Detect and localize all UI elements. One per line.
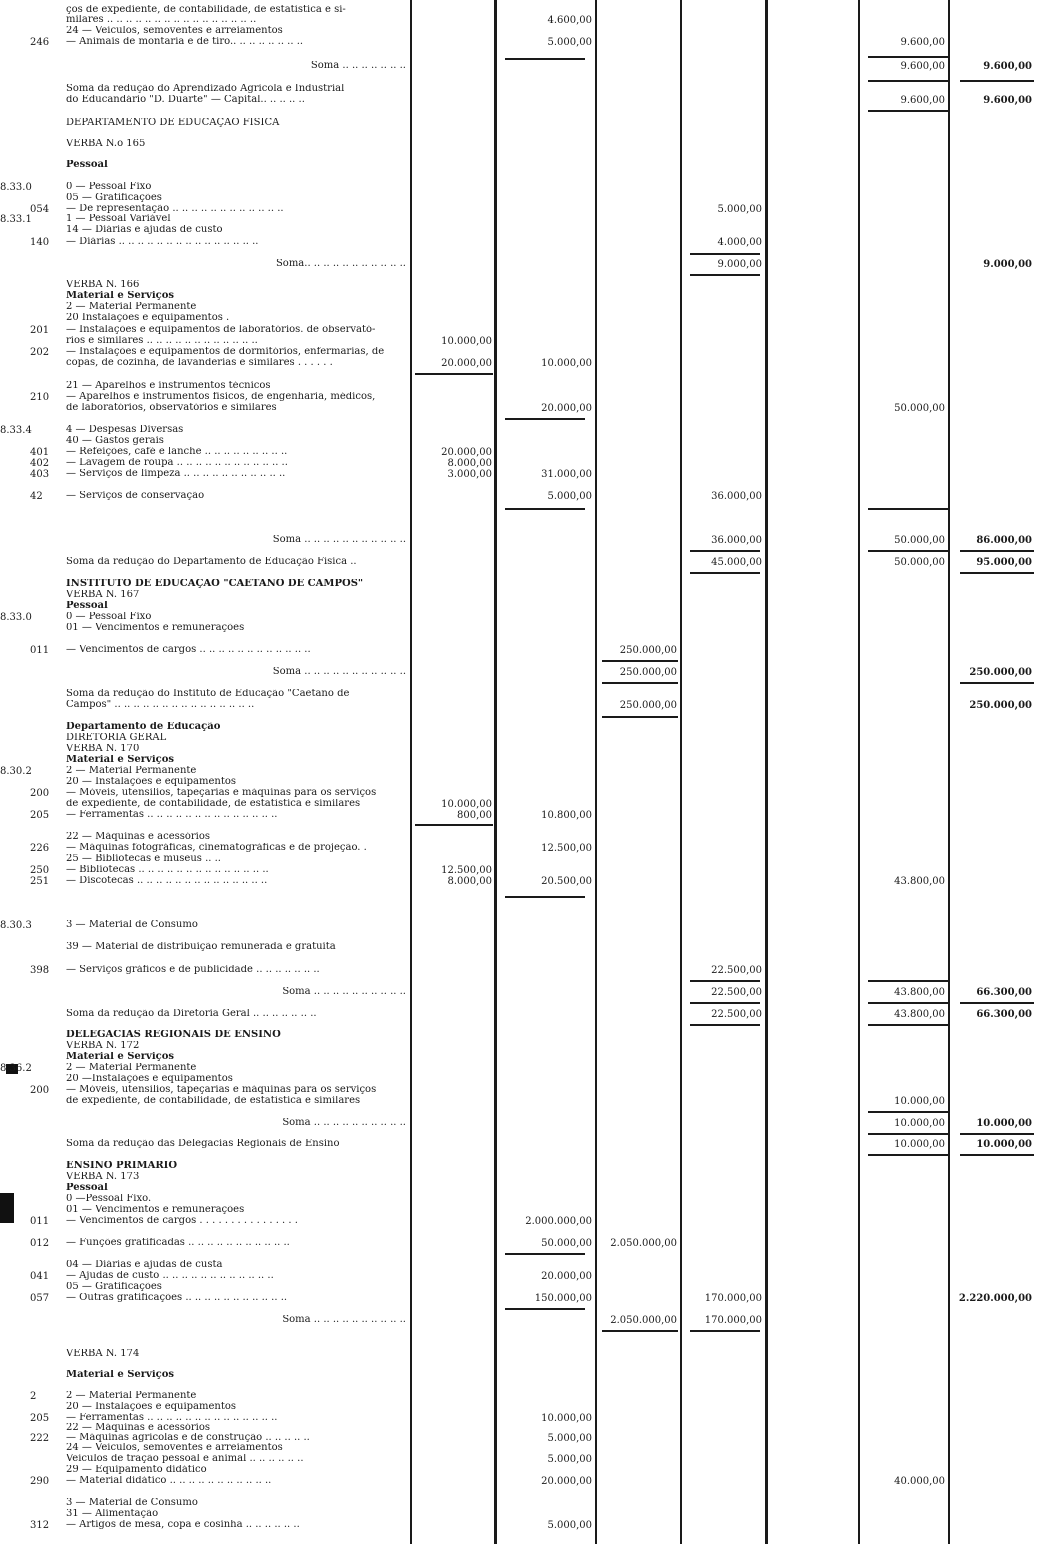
amount-c4a: 2.050.000,00: [610, 1238, 677, 1249]
table-row: [0, 557, 1054, 570]
item-description: 2 — Material Permanente: [66, 1391, 197, 1401]
amount-c7: 10.000,00: [976, 1118, 1032, 1129]
amount-c6: 43.800,00: [894, 876, 945, 887]
item-code: 011: [30, 645, 50, 656]
table-row: [0, 987, 1054, 1000]
total-rule: [602, 682, 678, 684]
amount-c4: 4.000,00: [717, 237, 762, 248]
item-description: 20 Instalações e equipamentos .: [66, 313, 230, 323]
table-row: [0, 259, 1054, 272]
total-rule: [690, 253, 760, 255]
item-description: 0 —Pessoal Fixo.: [66, 1194, 152, 1204]
item-description: — Bibliotecas .. .. .. .. .. .. .. .. .. .. .. .. .. ..: [66, 865, 269, 875]
item-code: 250: [30, 865, 50, 876]
amount-c6: 43.800,00: [894, 1009, 945, 1020]
table-row: [0, 491, 1054, 504]
item-description: 22 — Máquinas e acessórios: [66, 1423, 211, 1433]
item-description: 0 — Pessoal Fixo: [66, 612, 152, 622]
table-row: [0, 95, 1054, 108]
total-rule: [960, 80, 1034, 82]
amount-c7: 250.000,00: [969, 700, 1032, 711]
item-description: 20 — Instalações e equipamentos: [66, 777, 237, 787]
total-rule: [690, 274, 760, 276]
item-code: 200: [30, 788, 50, 799]
table-row: [0, 160, 1054, 173]
item-description: — Instalações e equipamentos de laboratórios. de observató-: [66, 325, 376, 335]
item-description: 29 — Equipamento didático: [66, 1465, 207, 1475]
item-description: DEPARTAMENTO DE EDUCAÇÃO FISICA: [66, 118, 280, 128]
item-code: 012: [30, 1238, 50, 1249]
table-row: [0, 358, 1054, 371]
amount-c3: 20.000,00: [541, 1271, 592, 1282]
item-description: Soma .. .. .. .. .. .. ..: [310, 61, 406, 71]
item-code: 8.36.2: [0, 1063, 32, 1074]
amount-c6: 50.000,00: [894, 557, 945, 568]
item-description: de expediente, de contabilidade, de estatística e similares: [66, 799, 361, 809]
item-description: 3 — Material de Consumo: [66, 920, 198, 930]
item-description: Soma .. .. .. .. .. .. .. .. .. ..: [282, 1118, 406, 1128]
amount-c3: 20.000,00: [541, 403, 592, 414]
item-code: 8.33.0: [0, 182, 32, 193]
amount-c7: 2.220.000,00: [958, 1293, 1032, 1304]
table-row: [0, 700, 1054, 713]
item-code: 398: [30, 965, 50, 976]
item-code: 8.30.2: [0, 766, 32, 777]
item-code: 210: [30, 392, 50, 403]
total-rule: [602, 660, 678, 662]
total-rule: [505, 896, 585, 898]
table-row: [0, 469, 1054, 482]
table-row: [0, 810, 1054, 823]
amount-c3: 5.000,00: [547, 1520, 592, 1531]
item-description: de expediente, de contabilidade, de estatística e similares: [66, 1096, 361, 1106]
table-row: [0, 1293, 1054, 1306]
item-code: 041: [30, 1271, 50, 1282]
amount-c3: 12.500,00: [541, 843, 592, 854]
item-description: ços de expediente, de contabilidade, de estatística e si-: [66, 5, 346, 15]
item-description: Soma da redução do Departamento de Educação Física ..: [66, 557, 357, 567]
amount-c7: 86.000,00: [976, 535, 1032, 546]
item-description: — Material didático .. .. .. .. .. .. .. .. .. .. ..: [66, 1476, 272, 1486]
table-row: [0, 1009, 1054, 1022]
item-description: — Aparelhos e instrumentos físicos, de engenharia, médicos,: [66, 392, 376, 402]
total-rule: [868, 550, 948, 552]
item-code: 011: [30, 1216, 50, 1227]
item-description: — Serviços de limpeza .. .. .. .. .. .. .. .. .. .. ..: [66, 469, 286, 479]
amount-c4a: 2.050.000,00: [610, 1315, 677, 1326]
item-code: 226: [30, 843, 50, 854]
amount-c3: 31.000,00: [541, 469, 592, 480]
item-code: 290: [30, 1476, 50, 1487]
amount-c7: 66.300,00: [976, 1009, 1032, 1020]
item-description: — Animais de montaria e de tiro.. .. .. .. .. .. .. ..: [66, 37, 304, 47]
item-description: 1 — Pessoal Variável: [66, 214, 171, 224]
item-code: 205: [30, 1413, 50, 1424]
item-description: — Máquinas agrícolas e de construção .. .. .. .. ..: [66, 1433, 310, 1443]
item-description: milares .. .. .. .. .. .. .. .. .. .. .. .. .. .. .. ..: [66, 15, 257, 25]
total-rule: [868, 1133, 948, 1135]
table-row: [0, 1520, 1054, 1533]
item-description: Soma da redução das Delegacias Regionais de Ensino: [66, 1139, 340, 1149]
item-code: 057: [30, 1293, 50, 1304]
total-rule: [505, 508, 585, 510]
item-description: copas, de cozinha, de lavanderias e similares . . . . . .: [66, 358, 333, 368]
amount-c3: 5.000,00: [547, 1433, 592, 1444]
item-description: do Educandário "D. Duarte" — Capital.. .. .. .. ..: [66, 95, 305, 105]
item-code: 201: [30, 325, 50, 336]
total-rule: [505, 1253, 585, 1255]
total-rule: [868, 1002, 948, 1004]
table-row: [0, 1349, 1054, 1362]
item-description: de laboratórios, observatórios e similares: [66, 403, 277, 413]
item-code: 222: [30, 1433, 50, 1444]
amount-c4: 22.500,00: [711, 1009, 762, 1020]
item-description: INSTITUTO DE EDUCAÇÃO "CAETANO DE CAMPOS": [66, 579, 364, 589]
table-row: [0, 1139, 1054, 1152]
total-rule: [960, 1154, 1034, 1156]
amount-c3: 5.000,00: [547, 37, 592, 48]
item-code: 8.33.1: [0, 214, 32, 225]
item-description: ENSINO PRIMARIO: [66, 1161, 178, 1171]
amount-c6: 10.000,00: [894, 1096, 945, 1107]
total-rule: [960, 1002, 1034, 1004]
amount-c6: 9.600,00: [900, 95, 945, 106]
item-description: DELEGACIAS REGIONAIS DE ENSINO: [66, 1030, 281, 1040]
item-code: 246: [30, 37, 50, 48]
amount-c3: 10.000,00: [541, 358, 592, 369]
amount-c4a: 250.000,00: [619, 700, 677, 711]
table-row: [0, 876, 1054, 889]
total-rule: [868, 1111, 948, 1113]
item-code: 42: [30, 491, 43, 502]
amount-c2: 20.000,00: [441, 447, 492, 458]
amount-c4: 45.000,00: [711, 557, 762, 568]
item-description: VERBA N.o 165: [66, 139, 146, 149]
total-rule: [868, 1024, 948, 1026]
item-code: 140: [30, 237, 50, 248]
item-description: — Artigos de mesa, copa e cosinha .. .. .. .. .. ..: [66, 1520, 300, 1530]
amount-c7: 9.600,00: [983, 95, 1032, 106]
amount-c7: 66.300,00: [976, 987, 1032, 998]
total-rule: [690, 550, 760, 552]
amount-c7: 9.000,00: [983, 259, 1032, 270]
item-code: 251: [30, 876, 50, 887]
item-description: Pessoal: [66, 601, 108, 611]
item-description: Soma .. .. .. .. .. .. .. .. .. .. ..: [272, 535, 406, 545]
item-description: 24 — Veículos, semoventes e arreiamentos: [66, 1443, 283, 1453]
total-rule: [690, 980, 760, 982]
table-row: [0, 139, 1054, 152]
item-code: 401: [30, 447, 50, 458]
table-row: [0, 1096, 1054, 1109]
item-code: 8.33.4: [0, 425, 32, 436]
item-description: 05 — Gratificações: [66, 1282, 162, 1292]
item-description: — De representação .. .. .. .. .. .. .. .. .. .. .. ..: [66, 204, 284, 214]
item-description: — Outras gratificações .. .. .. .. .. .. .. .. .. .. ..: [66, 1293, 288, 1303]
item-description: 25 — Bibliotecas e museus .. ..: [66, 854, 221, 864]
amount-c3: 150.000,00: [534, 1293, 592, 1304]
amount-c4: 9.000,00: [717, 259, 762, 270]
item-description: — Diárias .. .. .. .. .. .. .. .. .. .. .. .. .. .. ..: [66, 237, 259, 247]
amount-c6: 43.800,00: [894, 987, 945, 998]
amount-c2: 800,00: [457, 810, 492, 821]
item-code: 205: [30, 810, 50, 821]
amount-c3: 10.800,00: [541, 810, 592, 821]
item-description: VERBA N. 170: [66, 744, 140, 754]
table-row: [0, 37, 1054, 50]
total-rule: [690, 572, 760, 574]
item-description: VERBA N. 174: [66, 1349, 140, 1359]
item-description: Material e Serviços: [66, 291, 175, 301]
amount-c3: 2.000.000,00: [525, 1216, 592, 1227]
total-rule: [868, 1154, 948, 1156]
item-description: Soma .. .. .. .. .. .. .. .. .. .. ..: [272, 667, 406, 677]
amount-c7: 250.000,00: [969, 667, 1032, 678]
table-row: [0, 1238, 1054, 1251]
amount-c3: 50.000,00: [541, 1238, 592, 1249]
total-rule: [505, 58, 585, 60]
item-description: 01 — Vencimentos e remunerações: [66, 1205, 245, 1215]
table-row: [0, 237, 1054, 250]
total-rule: [960, 550, 1034, 552]
amount-c4: 36.000,00: [711, 535, 762, 546]
item-description: Soma da redução da Diretoria Geral .. .. .. .. .. .. ..: [66, 1009, 317, 1019]
item-code: 2: [30, 1391, 37, 1402]
amount-c3: 4.600,00: [547, 15, 592, 26]
item-description: 24 — Veículos, semoventes e arreiamentos: [66, 26, 283, 36]
item-description: Soma da redução do Aprendizado Agrícola e Industrial: [66, 84, 345, 94]
total-rule: [868, 56, 948, 58]
amount-c4a: 250.000,00: [619, 645, 677, 656]
total-rule: [415, 373, 493, 375]
item-description: — Ferramentas .. .. .. .. .. .. .. .. .. .. .. .. .. ..: [66, 810, 278, 820]
table-row: [0, 920, 1054, 933]
table-row: [0, 965, 1054, 978]
total-rule: [690, 1024, 760, 1026]
table-row: [0, 667, 1054, 680]
amount-c2: 12.500,00: [441, 865, 492, 876]
amount-c2: 3.000,00: [447, 469, 492, 480]
item-code: 403: [30, 469, 50, 480]
table-row: [0, 403, 1054, 416]
amount-c4: 36.000,00: [711, 491, 762, 502]
item-description: 0 — Pessoal Fixo: [66, 182, 152, 192]
table-row: [0, 1370, 1054, 1383]
total-rule: [960, 682, 1034, 684]
item-description: 20 —Instalações e equipamentos: [66, 1074, 233, 1084]
amount-c6: 50.000,00: [894, 535, 945, 546]
item-description: DIRETORIA GERAL: [66, 733, 167, 743]
amount-c4: 170.000,00: [704, 1315, 762, 1326]
item-description: VERBA N. 173: [66, 1172, 140, 1182]
total-rule: [415, 824, 493, 826]
item-description: 3 — Material de Consumo: [66, 1498, 198, 1508]
item-description: Material e Serviços: [66, 1052, 175, 1062]
table-row: [0, 1476, 1054, 1489]
item-description: — Ferramentas .. .. .. .. .. .. .. .. .. .. .. .. .. ..: [66, 1413, 278, 1423]
amount-c4: 22.500,00: [711, 965, 762, 976]
amount-c2: 8.000,00: [447, 458, 492, 469]
total-rule: [505, 1308, 585, 1310]
table-row: [0, 645, 1054, 658]
item-code: 054: [30, 204, 50, 215]
item-description: 2 — Material Permanente: [66, 302, 197, 312]
total-rule: [690, 1330, 760, 1332]
amount-c2: 20.000,00: [441, 358, 492, 369]
item-description: Pessoal: [66, 160, 108, 170]
item-code: 312: [30, 1520, 50, 1531]
amount-c6: 9.600,00: [900, 61, 945, 72]
item-description: Soma .. .. .. .. .. .. .. .. .. ..: [282, 1315, 406, 1325]
amount-c3: 5.000,00: [547, 491, 592, 502]
item-description: Soma da redução do Instituto de Educação "Caetano de: [66, 689, 350, 699]
amount-c3: 20.000,00: [541, 1476, 592, 1487]
item-description: rios e similares .. .. .. .. .. .. .. .. .. .. .. ..: [66, 336, 258, 346]
item-description: — Instalações e equipamentos de dormitórios, enfermarias, de: [66, 347, 385, 357]
item-description: 01 — Vencimentos e remunerações: [66, 623, 245, 633]
item-description: — Móveis, utensílios, tapeçarias e máquinas para os serviços: [66, 788, 377, 798]
amount-c6: 50.000,00: [894, 403, 945, 414]
total-rule: [868, 980, 948, 982]
item-description: — Refeições, café e lanche .. .. .. .. .. .. .. .. ..: [66, 447, 288, 457]
amount-c3: 10.000,00: [541, 1413, 592, 1424]
amount-c3: 20.500,00: [541, 876, 592, 887]
item-description: — Vencimentos de cargos .. .. .. .. .. .. .. .. .. .. .. ..: [66, 645, 311, 655]
item-description: VERBA N. 166: [66, 280, 140, 290]
item-description: Pessoal: [66, 1183, 108, 1193]
item-description: 04 — Diárias e ajudas de custa: [66, 1260, 223, 1270]
item-description: — Vencimentos de cargos . . . . . . . . . . . . . . . .: [66, 1216, 298, 1226]
item-description: 14 — Diárias e ajudas de custo: [66, 225, 223, 235]
amount-c7: 9.600,00: [983, 61, 1032, 72]
item-description: — Funções gratificadas .. .. .. .. .. .. .. .. .. .. ..: [66, 1238, 290, 1248]
item-description: Departamento de Educação: [66, 722, 221, 732]
item-description: 31 — Alimentação: [66, 1509, 159, 1519]
item-code: 8.30.3: [0, 920, 32, 931]
table-row: [0, 535, 1054, 548]
item-description: — Serviços de conservação: [66, 491, 205, 501]
item-code: 8.33.0: [0, 612, 32, 623]
amount-c4: 5.000,00: [717, 204, 762, 215]
amount-c4: 170.000,00: [704, 1293, 762, 1304]
item-description: Soma.. .. .. .. .. .. .. .. .. .. ..: [275, 259, 406, 269]
item-description: 20 — Instalações e equipamentos: [66, 1402, 237, 1412]
table-row: [0, 118, 1054, 131]
item-code: 402: [30, 458, 50, 469]
item-description: 39 — Material de distribuição remunerada e gratuita: [66, 942, 336, 952]
amount-c6: 10.000,00: [894, 1118, 945, 1129]
item-description: 4 — Despesas Diversas: [66, 425, 184, 435]
item-description: 2 — Material Permanente: [66, 766, 197, 776]
total-rule: [960, 572, 1034, 574]
total-rule: [868, 110, 948, 112]
table-row: [0, 942, 1054, 955]
amount-c6: 40.000,00: [894, 1476, 945, 1487]
item-code: 202: [30, 347, 50, 358]
item-description: — Móveis, utensílios, tapeçarias e máquinas para os serviços: [66, 1085, 377, 1095]
item-description: — Máquinas fotográficas, cinematográficas e de projeção. .: [66, 843, 367, 853]
item-description: — Discotecas .. .. .. .. .. .. .. .. .. .. .. .. .. ..: [66, 876, 268, 886]
table-row: [0, 1118, 1054, 1131]
amount-c3: 5.000,00: [547, 1454, 592, 1465]
item-code: 200: [30, 1085, 50, 1096]
amount-c7: 10.000,00: [976, 1139, 1032, 1150]
amount-c2: 10.000,00: [441, 799, 492, 810]
item-description: VERBA N. 167: [66, 590, 140, 600]
item-description: — Ajudas de custo .. .. .. .. .. .. .. .. .. .. .. ..: [66, 1271, 274, 1281]
amount-c7: 95.000,00: [976, 557, 1032, 568]
item-description: Material e Serviços: [66, 1370, 175, 1380]
item-description: Soma .. .. .. .. .. .. .. .. .. ..: [282, 987, 406, 997]
item-description: 22 — Máquinas e acessórios: [66, 832, 211, 842]
total-rule: [868, 80, 948, 82]
table-row: [0, 1315, 1054, 1328]
amount-c4a: 250.000,00: [619, 667, 677, 678]
item-description: 21 — Aparelhos e instrumentos técnicos: [66, 381, 271, 391]
item-description: Material e Serviços: [66, 755, 175, 765]
total-rule: [868, 508, 948, 510]
item-description: — Lavagem de roupa .. .. .. .. .. .. .. .. .. .. .. ..: [66, 458, 288, 468]
item-description: Campos" .. .. .. .. .. .. .. .. .. .. .. .. .. .. ..: [66, 700, 255, 710]
amount-c6: 9.600,00: [900, 37, 945, 48]
amount-c2: 8.000,00: [447, 876, 492, 887]
item-description: — Serviços gráficos e de publicidade .. .. .. .. .. .. ..: [66, 965, 320, 975]
item-description: Veículos de tração pessoal e animal .. .. .. .. .. ..: [66, 1454, 304, 1464]
item-description: 05 — Gratificações: [66, 193, 162, 203]
table-row: [0, 623, 1054, 636]
amount-c2: 10.000,00: [441, 336, 492, 347]
total-rule: [602, 716, 678, 718]
item-description: VERBA N. 172: [66, 1041, 140, 1051]
total-rule: [960, 1133, 1034, 1135]
item-description: 2 — Material Permanente: [66, 1063, 197, 1073]
total-rule: [602, 1330, 678, 1332]
amount-c4: 22.500,00: [711, 987, 762, 998]
item-description: 40 — Gastos gerais: [66, 436, 164, 446]
table-row: [0, 1216, 1054, 1229]
total-rule: [505, 418, 585, 420]
amount-c6: 10.000,00: [894, 1139, 945, 1150]
total-rule: [690, 1002, 760, 1004]
table-row: [0, 61, 1054, 74]
